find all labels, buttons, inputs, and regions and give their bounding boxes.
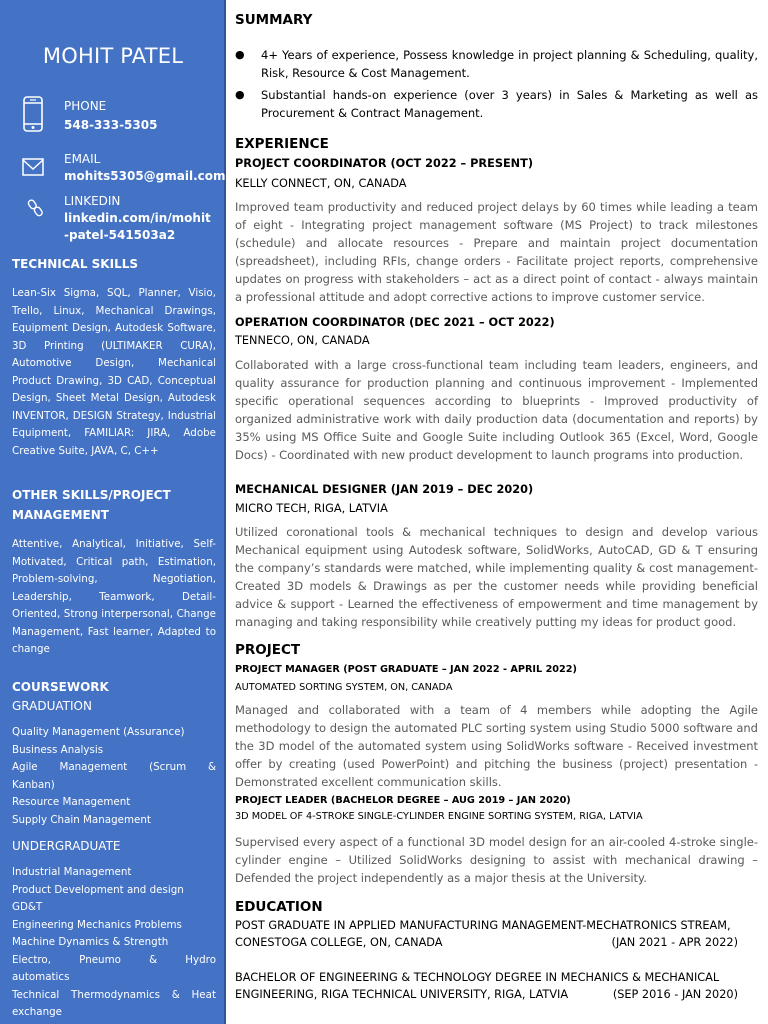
course-item: Supply Chain Management <box>12 813 151 826</box>
email-address[interactable]: mohits5305@gmail.com <box>64 169 226 183</box>
other-skills-heading: OTHER SKILLS/PROJECT MANAGEMENT <box>12 488 171 522</box>
job-description: Utilized coronational tools & mechanical techniques to design and develop various Mechanical equipment using Autodesk software, SolidWorks, AutoCAD, GD & T ensuring the company’s standards were matched, while implementing quality & cost management-Created 3D models & Drawings as per the customer needs while providing beneficial advice & support - Learned the effectiveness of empowerment and time management by managing and taking responsibility while creatively putting my ideas for product good. <box>235 525 758 629</box>
sidebar <box>0 0 226 1024</box>
summary-item <box>235 86 758 122</box>
main-content <box>235 0 758 1024</box>
degree-line2: CONESTOGA COLLEGE, ON, CANADA <box>235 936 443 949</box>
degree-line2: ENGINEERING, RIGA TECHNICAL UNIVERSITY, RIGA, LATVIA <box>235 988 569 1001</box>
envelope-icon <box>22 158 44 180</box>
project-title: PROJECT MANAGER (POST GRADUATE – JAN 2022 - APRIL 2022) <box>235 664 577 675</box>
course-item: Engineering Mechanics Problems <box>12 918 182 931</box>
graduation-course-list <box>12 724 216 829</box>
undergraduate-label: UNDERGRADUATE <box>12 839 121 853</box>
education-entry <box>235 969 738 1003</box>
course-item: automatics <box>12 971 70 983</box>
degree-date: (SEP 2016 - JAN 2020) <box>612 988 738 1001</box>
linkedin-label: LINKEDIN <box>64 194 121 208</box>
degree-date: (JAN 2021 - APR 2022) <box>611 936 738 949</box>
other-skills-text: Attentive, Analytical, Initiative, Self-Motivated, Critical path, Estimation, Problem-solving, Negotiation, Leadership, Teamwork, Detail-Oriented, Strong interpersonal, Change Management, Fast learner, Adapted to change <box>12 538 216 655</box>
job-description: Improved team productivity and reduced project delays by 60 times while leading a team of eight - Integrating project management software (MS Project) to track milestones (schedule) and allocate resources - Prepare and maintain project documentation (spreadsheet), including RFIs, change orders - Facilitate project reports, comprehensive updates on progress with stakeholders – act as a direct point of contact - always maintain a professional attitude and adopt corrective actions to improve customer service. <box>235 200 758 304</box>
coursework-heading: COURSEWORK <box>12 680 109 694</box>
degree-line1: POST GRADUATE IN APPLIED MANUFACTURING MANAGEMENT-MECHATRONICS STREAM, <box>235 919 731 932</box>
job-organization: TENNECO, ON, CANADA <box>235 334 370 347</box>
course-item: Agile Management (Scrum & <box>12 761 216 773</box>
email-label: EMAIL <box>64 152 101 166</box>
project-name: AUTOMATED SORTING SYSTEM, ON, CANADA <box>235 682 453 693</box>
education-heading: EDUCATION <box>235 899 323 915</box>
undergraduate-course-list <box>12 864 216 1022</box>
job-title: OPERATION COORDINATOR (DEC 2021 – OCT 2022) <box>235 316 555 329</box>
course-item: Product Development and design <box>12 883 184 896</box>
course-item: Business Analysis <box>12 743 104 756</box>
job-title: PROJECT COORDINATOR (OCT 2022 – PRESENT) <box>235 157 533 170</box>
project-name: 3D MODEL OF 4-STROKE SINGLE-CYLINDER ENGINE SORTING SYSTEM, RIGA, LATVIA <box>235 811 643 822</box>
project-description: Managed and collaborated with a team of 4 members while adopting the Agile methodology to design the automated PLC sorting system using Studio 5000 software and the 3D model of the automated system using SolidWorks software - Received investment offer by creating (used PowerPoint) and pitching the business (project) presentation -Demonstrated excellent communication skills. <box>235 703 758 789</box>
experience-heading: EXPERIENCE <box>235 136 329 152</box>
phone-icon <box>22 96 44 136</box>
project-description: Supervised every aspect of a functional 3D model design for an air-cooled 4-stroke single-cylinder engine – Utilized SolidWorks designing to assist with mechanical drawing – Defended the project independently as a major thesis at the University. <box>235 835 758 885</box>
course-item: GD&T <box>12 901 43 913</box>
job-organization: KELLY CONNECT, ON, CANADA <box>235 177 407 190</box>
link-icon <box>27 199 43 221</box>
bullet-icon: ● <box>235 48 245 61</box>
summary-item <box>235 46 758 82</box>
course-item: Resource Management <box>12 796 131 808</box>
job-organization: MICRO TECH, RIGA, LATVIA <box>235 502 388 515</box>
linkedin-url-line2[interactable]: -patel-541503a2 <box>64 228 176 242</box>
linkedin-url-line1[interactable]: linkedin.com/in/mohit <box>64 211 211 225</box>
technical-skills-text: Lean-Six Sigma, SQL, Planner, Visio, Trello, Linux, Mechanical Drawings, Equipment Design, Autodesk Software, 3D Printing (ULTIMAKER CURA), Automotive Design, Mechanical Product Drawing, 3D CAD, Conceptual Design, Sheet Metal Design, Autodesk INVENTOR, DESIGN Strategy, Industrial Equipment, FAMILIAR: JIRA, Adobe Creative Suite, JAVA, C, C++ <box>12 287 216 457</box>
job-title: MECHANICAL DESIGNER (JAN 2019 – DEC 2020) <box>235 483 534 496</box>
course-item: Quality Management (Assurance) <box>12 726 185 738</box>
bullet-icon: ● <box>235 88 245 101</box>
course-item: Technical Thermodynamics & Heat <box>12 988 216 1001</box>
phone-number[interactable]: 548-333-5305 <box>64 118 158 132</box>
summary-text: Substantial hands-on experience (over 3 years) in Sales & Marketing as well as Procurement & Contract Management. <box>261 88 758 120</box>
course-item: Kanban) <box>12 778 55 791</box>
project-title: PROJECT LEADER (BACHELOR DEGREE – AUG 2019 – JAN 2020) <box>235 795 571 806</box>
course-item: Industrial Management <box>12 866 132 878</box>
phone-label: PHONE <box>64 99 107 113</box>
degree-line1: BACHELOR OF ENGINEERING & TECHNOLOGY DEGREE IN MECHANICS & MECHANICAL <box>235 971 720 984</box>
graduation-label: GRADUATION <box>12 699 92 713</box>
course-item: Machine Dynamics & Strength <box>12 936 169 948</box>
course-item: exchange <box>12 1006 62 1018</box>
summary-text: 4+ Years of experience, Possess knowledge in project planning & Scheduling, quality, Risk, Resource & Cost Management. <box>261 48 758 80</box>
technical-skills-heading: TECHNICAL SKILLS <box>12 257 138 271</box>
job-description: Collaborated with a large cross-functional team including team leaders, engineers, and quality assurance for production planning and continuous improvement - Implemented specific operational sequences according to blueprints - Improved productivity of organized administrative work with daily production data (documentation and reports) by 35% using MS Office Suite and Google Suite including Outlook 365 (Excel, Word, Google Docs) - Coordinated with new product development to launch programs into production. <box>235 358 758 462</box>
course-item: Electro, Pneumo & Hydro <box>12 953 216 966</box>
education-entry <box>235 917 738 951</box>
summary-heading: SUMMARY <box>235 12 313 28</box>
candidate-name: MOHIT PATEL <box>42 44 184 68</box>
summary-list <box>235 46 758 126</box>
project-heading: PROJECT <box>235 642 301 658</box>
